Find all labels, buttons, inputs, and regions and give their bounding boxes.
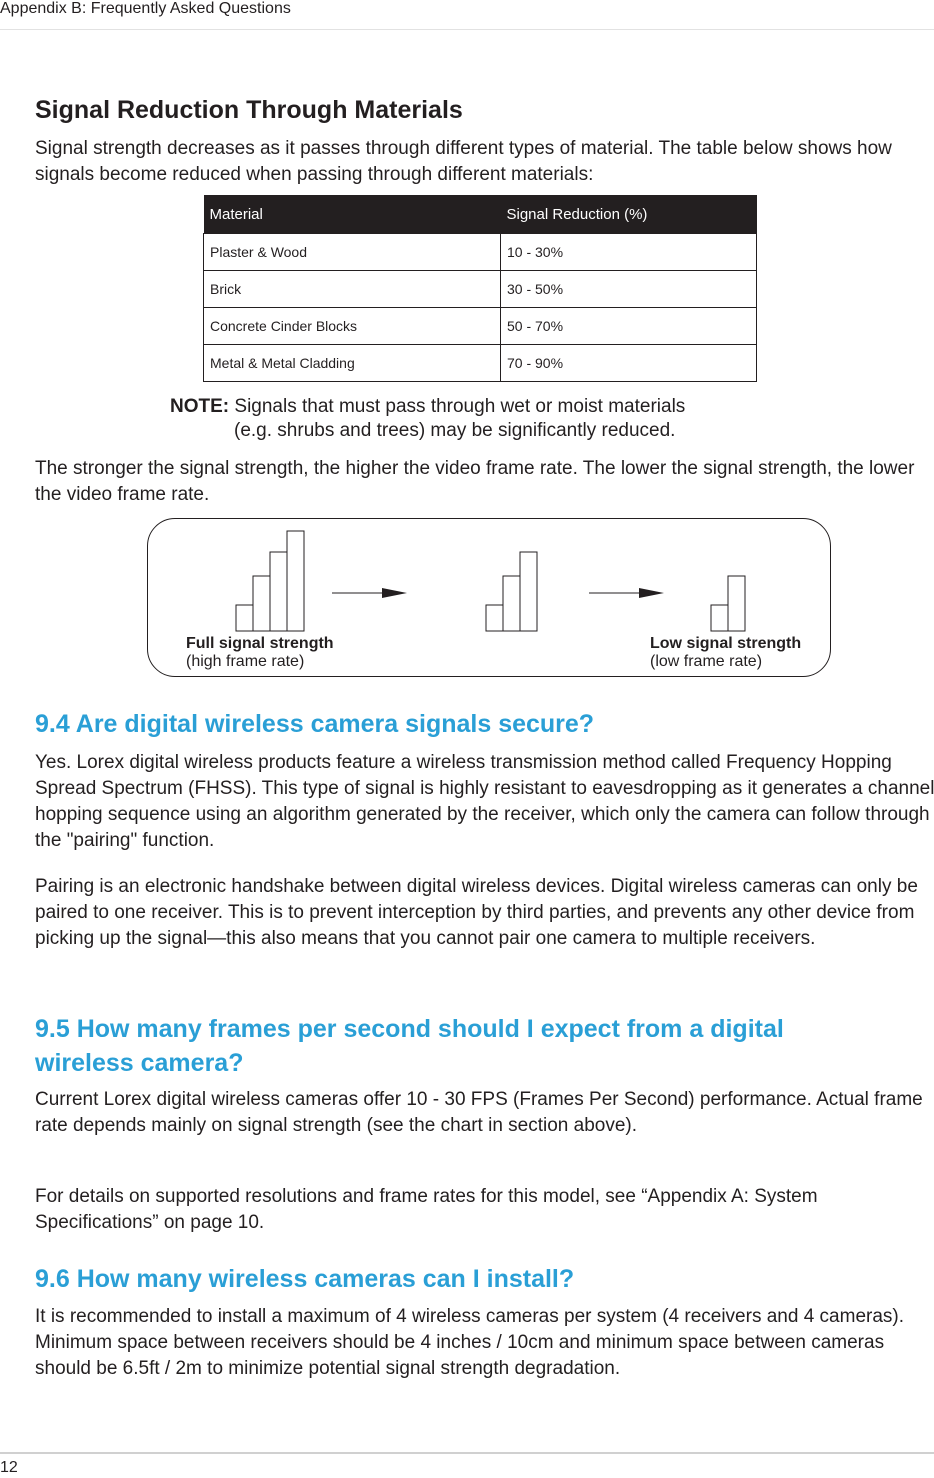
full-signal-bar-4 — [287, 531, 304, 631]
low-signal-label: Low signal strength — [650, 635, 802, 652]
table-row — [204, 308, 757, 345]
table-header-reduction: Signal Reduction (%) — [501, 195, 757, 234]
faq-9-4-title: 9.4 Are digital wireless camera signals secure? — [35, 710, 595, 738]
table-cell-material: Concrete Cinder Blocks — [204, 308, 501, 345]
table-row — [204, 345, 757, 382]
low-signal-bar-2 — [728, 576, 745, 631]
footer-divider — [0, 1452, 934, 1454]
arrow-right-icon — [589, 588, 664, 598]
table-cell-reduction: 70 - 90% — [501, 345, 757, 382]
full-signal-label: Full signal strength — [186, 635, 334, 652]
arrow-right-icon — [332, 588, 407, 598]
table-header-row — [204, 195, 757, 234]
table-row — [204, 234, 757, 271]
table-cell-reduction: 30 - 50% — [501, 271, 757, 308]
faq-9-6-title: 9.6 How many wireless cameras can I install? — [35, 1265, 575, 1293]
low-signal-label-block — [650, 635, 801, 671]
signal-reduction-table — [203, 195, 757, 382]
table-cell-material: Metal & Metal Cladding — [204, 345, 501, 382]
medium-signal-bar-1 — [486, 605, 503, 631]
table-cell-material: Brick — [204, 271, 501, 308]
full-signal-bar-3 — [270, 552, 287, 631]
medium-signal-bar-2 — [503, 576, 520, 631]
full-signal-sublabel: (high frame rate) — [186, 653, 305, 670]
table-row — [204, 271, 757, 308]
table-cell-reduction: 10 - 30% — [501, 234, 757, 271]
table-header-material: Material — [204, 195, 501, 234]
faq-9-5-title-line-2: wireless camera? — [35, 1049, 244, 1077]
note-block — [170, 395, 685, 443]
frame-rate-paragraph: The stronger the signal strength, the higher the video frame rate. The lower the signal strength, the lower the video frame rate. — [35, 458, 915, 505]
table-cell-reduction: 50 - 70% — [501, 308, 757, 345]
full-signal-bar-2 — [253, 576, 270, 631]
header-divider — [0, 29, 934, 30]
full-signal-label-block — [186, 635, 334, 671]
note-line-1: Signals that must pass through wet or moist materials — [234, 396, 686, 417]
faq-9-5-title-line-1: 9.5 How many frames per second should I expect from a digital — [35, 1015, 784, 1043]
page-number: 12 — [0, 1459, 18, 1476]
faq-9-6-paragraph-1: It is recommended to install a maximum of 4 wireless cameras per system (4 receivers and 4 cameras). Minimum space between receivers should be 4 inches / 10cm and minimum space between cameras should be 6.5ft / 2m to minimize potential signal strength degradation. — [35, 1306, 905, 1379]
note-label: NOTE: — [170, 396, 230, 417]
signal-intro-paragraph: Signal strength decreases as it passes through different types of material. The table below shows how signals become reduced when passing through different materials: — [35, 138, 892, 185]
faq-9-5-title — [35, 1012, 784, 1080]
table-cell-material: Plaster & Wood — [204, 234, 501, 271]
medium-signal-bar-3 — [520, 552, 537, 631]
note-line-2: (e.g. shrubs and trees) may be significantly reduced. — [234, 420, 676, 441]
running-header: Appendix B: Frequently Asked Questions — [0, 0, 291, 17]
low-signal-sublabel: (low frame rate) — [650, 653, 763, 670]
full-signal-bar-1 — [236, 605, 253, 631]
faq-9-5-paragraph-2: For details on supported resolutions and frame rates for this model, see “Appendix A: System Specifications” on page 10. — [35, 1186, 818, 1233]
section-title-signal-reduction: Signal Reduction Through Materials — [35, 96, 463, 124]
low-signal-bar-1 — [711, 605, 728, 631]
signal-strength-diagram — [147, 518, 831, 677]
faq-9-5-paragraph-1: Current Lorex digital wireless cameras offer 10 - 30 FPS (Frames Per Second) performance. Actual frame rate depends mainly on signal strength (see the chart in section above). — [35, 1089, 923, 1136]
faq-9-4-paragraph-2: Pairing is an electronic handshake between digital wireless devices. Digital wireless cameras can only be paired to one receiver. This is to prevent interception by third parties, and prevents any other device from picking up the signal—this also means that you cannot pair one camera to multiple receivers. — [35, 876, 918, 949]
faq-9-4-paragraph-1: Yes. Lorex digital wireless products feature a wireless transmission method called Frequency Hopping Spread Spectrum (FHSS). This type of signal is highly resistant to eavesdropping as it generates a channel hopping sequence using an algorithm generated by the receiver, which only the camera can follow through the "pairing" function. — [35, 752, 934, 851]
